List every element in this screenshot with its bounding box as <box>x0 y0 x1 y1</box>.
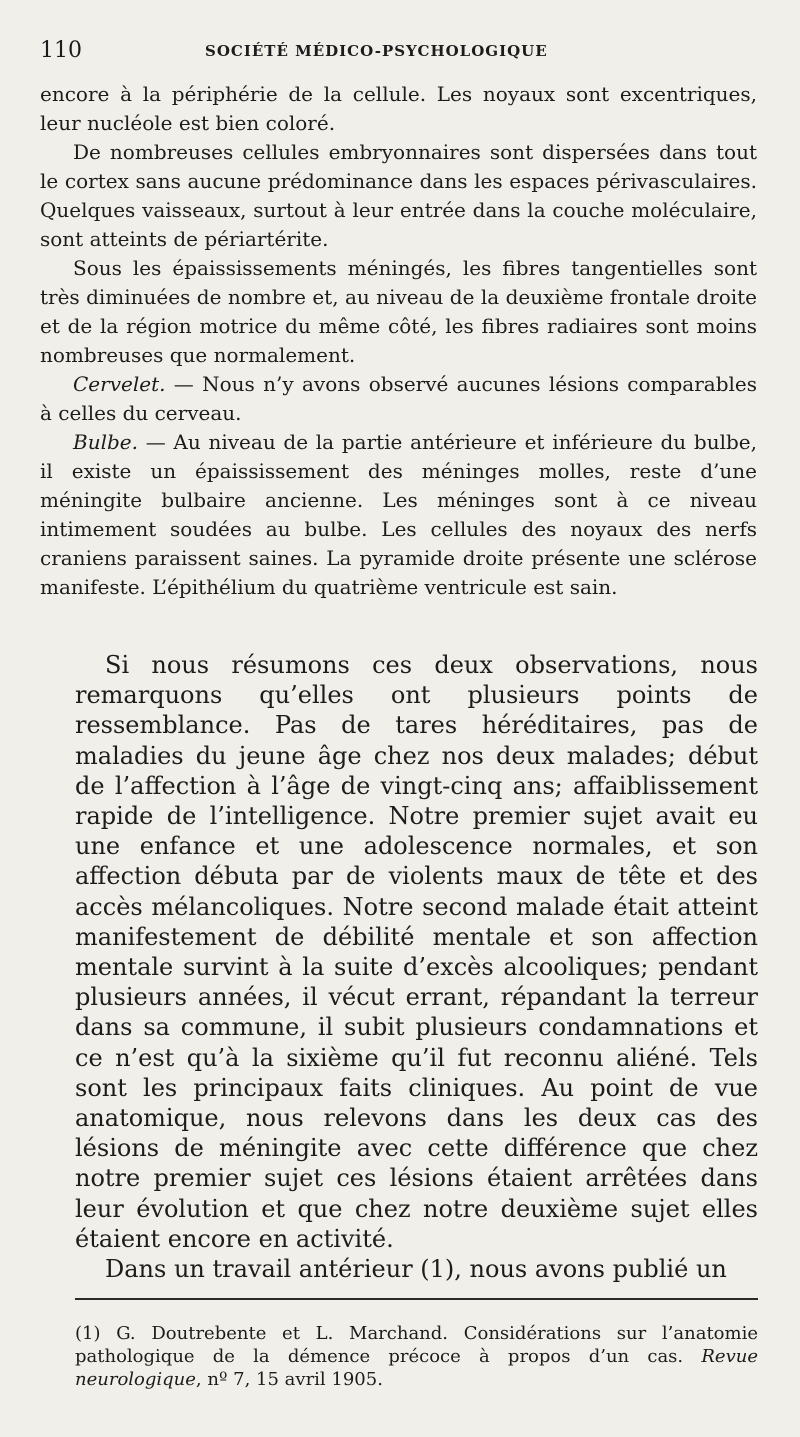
paragraph: Si nous résumons ces deux observations, nous remarquons qu’elles ont plusieurs points de ressemblance. Pas de tares héréditaires, pas de maladies du jeune âge chez nos deux malades; début de l’affection à l’âge de vingt-cinq ans; affaiblissement rapide de l’intelligence. Notre premier sujet avait eu une enfance et une adolescence normales, et son affection débuta par de violents maux de tête et des accès mélancoliques. Notre second malade était atteint manifestement de débilité mentale et son affection mentale survint à la suite d’excès alcooliques; pendant plusieurs années, il vécut errant, répandant la terreur dans sa commune, il subit plusieurs condamnations et ce n’est qu’à la sixième qu’il fut reconnu aliéné. Tels sont les principaux faits cliniques. Au point de vue anatomique, nous relevons dans les deux cas des lésions de méningite avec cette différence que chez notre premier sujet ces lésions étaient arrêtées dans leur évolution et que chez notre deuxième sujet elles étaient encore en activité. <box>75 651 758 1253</box>
paragraph: De nombreuses cellules embryonnaires sont dispersées dans tout le cortex sans aucune prédominance dans les espaces périvasculaires. Quelques vaisseaux, surtout à leur entrée dans la couche moléculaire, sont atteints de périartérite. <box>40 140 757 251</box>
paragraph: Dans un travail antérieur (1), nous avons publié un <box>105 1255 727 1284</box>
running-title: SOCIÉTÉ MÉDICO-PSYCHOLOGIQUE <box>205 42 548 60</box>
paragraph: encore à la périphérie de la cellule. Les noyaux sont excentriques, leur nucléole est bien coloré. <box>40 82 757 135</box>
footnote-citation: (1) G. Doutrebente et L. Marchand. Considérations sur l’anatomie pathologique de la démence précoce à propos d’un cas. <box>75 1323 758 1367</box>
paragraph-bulbe <box>40 428 757 602</box>
footnote <box>75 1322 758 1391</box>
paragraph-text: — Nous n’y avons observé aucunes lésions comparables à celles du cerveau. <box>40 372 757 425</box>
subheading-bulbe: Bulbe. <box>73 430 138 454</box>
footnote-tail: , nº 7, 15 avril 1905. <box>195 1369 383 1390</box>
journal-title: Revue neurologique <box>75 1346 758 1390</box>
paragraph: Sous les épaississements méningés, les fibres tangentielles sont très diminuées de nombre et, au niveau de la deuxième frontale droite et de la région motrice du même côté, les fibres radiaires sont moins nombreuses que normalement. <box>40 256 757 367</box>
footnote-text <box>75 1322 758 1391</box>
footnote-divider <box>75 1298 758 1300</box>
summary-section <box>75 650 758 1284</box>
case-description <box>40 80 757 602</box>
page-header <box>40 38 760 72</box>
page-number: 110 <box>40 38 82 63</box>
subheading-cervelet: Cervelet. <box>73 372 166 396</box>
paragraph-cervelet <box>40 370 757 428</box>
paragraph-text: — Au niveau de la partie antérieure et inférieure du bulbe, il existe un épaississement des méninges molles, reste d’une méningite bulbaire ancienne. Les méninges sont à ce niveau intimement soudées au bulbe. Les cellules des noyaux des nerfs craniens paraissent saines. La pyramide droite présente une sclérose manifeste. L’épithélium du quatrième ventricule est sain. <box>40 430 757 599</box>
